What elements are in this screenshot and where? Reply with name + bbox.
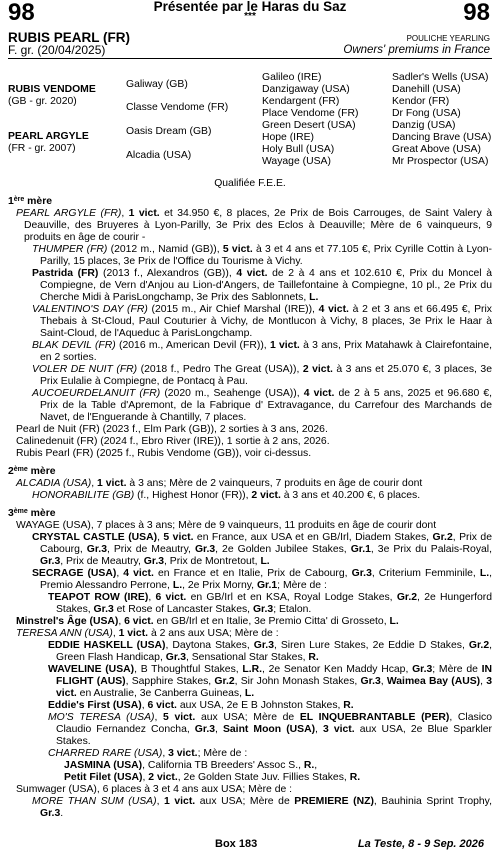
dam-entry: ALCADIA (USA), 1 vict. à 3 ans; Mère de 2 vainqueurs, 7 produits en âge de courir dont bbox=[16, 478, 423, 489]
produce-entry: CHARRED RARE (USA), 3 vict.; Mère de : bbox=[48, 748, 248, 759]
produce-entry: SECRAGE (USA), 4 vict. en France et en Italie, Prix de Cabourg, Gr.3, Criterium Femminile, L., Premio Alessandro Perrone, L., 2e Prix Morny, Gr.1; Mère de : bbox=[32, 568, 492, 591]
horse-description: F. gr. (20/04/2025) bbox=[8, 43, 106, 57]
great-great-grandparent: Great Above (USA) bbox=[392, 144, 481, 155]
presented-by: Présentée par le Haras du Saz bbox=[153, 0, 347, 14]
stars: *** bbox=[244, 11, 256, 22]
produce-entry: VOLER DE NUIT (FR) (2018 f., Pedro The Great (USA)), 2 vict. à 3 ans et 25.070 €, 3 places, 3e Prix Eulalie à Compiegne, de Pontacq à Pau. bbox=[32, 364, 492, 387]
section-heading-second-dam: 2ème mère bbox=[8, 466, 56, 477]
great-great-grandparent: Kendor (FR) bbox=[392, 96, 450, 107]
horse-name: RUBIS PEARL (FR) bbox=[8, 30, 131, 45]
great-grandparent: Wayage (USA) bbox=[262, 156, 331, 167]
section-heading-third-dam: 3ème mère bbox=[8, 508, 56, 519]
produce-entry: EDDIE HASKELL (USA), Daytona Stakes, Gr.3, Siren Lure Stakes, 2e Eddie D Stakes, Gr.2, Green Flash Handicap, Gr.3, Sensational Star Stakes, R. bbox=[48, 640, 492, 663]
great-grandparent: Place Vendome (FR) bbox=[262, 108, 359, 119]
grandparent: Galiway (GB) bbox=[126, 79, 188, 90]
sire-name: RUBIS VENDOME bbox=[8, 84, 96, 95]
produce-entry: MO'S TERESA (USA), 5 vict. aux USA; Mère de EL INQUEBRANTABLE (PER), Clasico Claudio Fernandez Concha, Gr.3, Saint Moon (USA), 3 vict. aux USA, 2e Blue Sparkler Stakes. bbox=[48, 712, 493, 747]
great-great-grandparent: Mr Prospector (USA) bbox=[392, 156, 489, 167]
dam-name: PEARL ARGYLE bbox=[8, 131, 89, 142]
grandparent: Alcadia (USA) bbox=[126, 150, 192, 161]
produce-entry: WAVELINE (USA), B Thoughtful Stakes, L.R., 2e Senator Ken Maddy Hcap, Gr.3; Mère de IN FLIGHT (AUS), Sapphire Stakes, Gr.2, Sir John Monash Stakes, Gr.3, Waimea Bay (AUS), 3 vict. en Australie, 3e Canberra Guineas, L. bbox=[48, 664, 493, 699]
produce-entry: Eddie's First (USA), 6 vict. aux USA, 2e E B Johnston Stakes, R. bbox=[48, 700, 354, 711]
great-great-grandparent: Dr Fong (USA) bbox=[392, 108, 461, 119]
dam-detail: (FR - gr. 2007) bbox=[8, 143, 76, 154]
produce-entry: THUMPER (FR) (2012 m., Namid (GB)), 5 vict. à 3 et 4 ans et 77.105 €, Prix Cyrille Cottin à Lyon-Parilly, 15 places, 3e Prix de l'Office du Tourisme à Vichy. bbox=[32, 244, 492, 267]
produce-entry: Minstrel's Âge (USA), 6 vict. en GB/Irl et en Italie, 3e Premio Citta' di Grosseto, L. bbox=[16, 616, 399, 627]
produce-entry: HONORABILITE (GB) (f., Highest Honor (FR)), 2 vict. à 3 ans et 40.200 €, 6 places. bbox=[32, 490, 421, 501]
produce-entry: BLAK DEVIL (FR) (2016 m., American Devil (FR)), 1 vict. à 3 ans, Prix Matahawk à Clairefontaine, en 2 sorties. bbox=[32, 340, 492, 363]
dam-entry: PEARL ARGYLE (FR), 1 vict. et 34.950 €, 8 places, 2e Prix de Bois Carrouges, de Saint Valery à Deauville, des Bruyeres à Lyon-Parilly, 3e Prix des Eclos à Deauville; Mère de 6 vainqueurs, 9 produits en âge de courir - bbox=[16, 208, 492, 243]
sex-label: POULICHE YEARLING bbox=[406, 34, 490, 43]
owners-premiums: Owners' premiums in France bbox=[343, 44, 490, 56]
great-great-grandparent: Danehill (USA) bbox=[392, 84, 461, 95]
lot-number-left: 98 bbox=[8, 0, 35, 26]
dam-entry: WAYAGE (USA), 7 places à 3 ans; Mère de 9 vainqueurs, 11 produits en âge de courir dont bbox=[16, 520, 437, 531]
lot-number-right: 98 bbox=[463, 0, 490, 26]
great-great-grandparent: Sadler's Wells (USA) bbox=[392, 72, 489, 83]
produce-entry: JASMINA (USA), California TB Breeders' Assoc S., R., bbox=[64, 760, 318, 771]
produce-entry: Sumwager (USA), 6 places à 3 et 4 ans aux USA; Mère de : bbox=[16, 784, 293, 795]
great-grandparent: Hope (IRE) bbox=[262, 132, 314, 143]
produce-entry: MORE THAN SUM (USA), 1 vict. aux USA; Mère de PREMIERE (NZ), Bauhinia Sprint Trophy, Gr.3. bbox=[32, 796, 492, 819]
great-grandparent: Green Desert (USA) bbox=[262, 120, 356, 131]
produce-entry: Rubis Pearl (FR) (2025 f., Rubis Vendome (GB)), voir ci-dessus. bbox=[16, 448, 312, 459]
great-great-grandparent: Danzig (USA) bbox=[392, 120, 456, 131]
great-grandparent: Holy Bull (USA) bbox=[262, 144, 335, 155]
great-great-grandparent: Dancing Brave (USA) bbox=[392, 132, 492, 143]
produce-entry: Pastrida (FR) (2013 f., Alexandros (GB)), 4 vict. de 2 à 4 ans et 102.610 €, Prix du Moncel à Compiegne, de Vern d'Anjou au Lion-d'Angers, de Taillefontaine à Compiegne, 10 pl., 2e Prix du Cherche Midi à ParisLongchamp, 3e Prix des Sablonnets, L. bbox=[32, 268, 492, 303]
produce-entry: Pearl de Nuit (FR) (2023 f., Elm Park (GB)), 2 sorties à 3 ans, 2026. bbox=[16, 424, 328, 435]
great-grandparent: Danzigaway (USA) bbox=[262, 84, 350, 95]
produce-entry: CRYSTAL CASTLE (USA), 5 vict. en France, aux USA et en GB/Irl, Diadem Stakes, Gr.2, Prix de Cabourg, Gr.3, Prix de Meautry, Gr.3, 2e Golden Jubilee Stakes, Gr.1, 3e Prix du Palais-Royal, Gr.3, Prix de Meautry, Gr.3, Prix de Montretout, L. bbox=[32, 532, 492, 567]
qualification: Qualifiée F.E.E. bbox=[214, 178, 286, 189]
produce-entry: TEAPOT ROW (IRE), 6 vict. en GB/Irl et en KSA, Royal Lodge Stakes, Gr.2, 2e Hungerford Stakes, Gr.3 et Rose of Lancaster Stakes, Gr.3; Etalon. bbox=[48, 592, 493, 615]
produce-entry: AUCOEURDELANUIT (FR) (2020 m., Seahenge (USA)), 4 vict. de 2 à 5 ans, 2025 et 96.680 €, Prix de la Table d'Apremont, de la Fabrique d' Extravagance, du Carrefour des Marchands de Navet, de l'Enguerande à Chantilly, 7 places. bbox=[32, 388, 492, 423]
box-number: Box 183 bbox=[215, 838, 258, 850]
grandparent: Classe Vendome (FR) bbox=[126, 102, 229, 113]
produce-entry: Petit Filet (USA), 2 vict., 2e Golden State Juv. Fillies Stakes, R. bbox=[64, 772, 361, 783]
produce-entry: VALENTINO'S DAY (FR) (2015 m., Air Chief Marshal (IRE)), 4 vict. à 2 et 3 ans et 66.495 €, Prix Thebais à St-Cloud, Paul Couturier à Vichy, de Montlucon à Vichy, 8 places, 3e Prix le Haar à Saint-Cloud, de l'Aqueduc à ParisLongchamp. bbox=[32, 304, 493, 339]
sire-detail: (GB - gr. 2020) bbox=[8, 96, 77, 107]
great-grandparent: Galileo (IRE) bbox=[262, 72, 322, 83]
great-grandparent: Kendargent (FR) bbox=[262, 96, 340, 107]
grandparent: Oasis Dream (GB) bbox=[126, 126, 212, 137]
section-heading-first-dam: 1ère mère bbox=[8, 196, 53, 207]
produce-entry: TERESA ANN (USA), 1 vict. à 2 ans aux USA; Mère de : bbox=[16, 628, 279, 639]
produce-entry: Calinedenuit (FR) (2024 f., Ebro River (IRE)), 1 sortie à 2 ans, 2026. bbox=[16, 436, 330, 447]
header-divider bbox=[8, 58, 492, 59]
family-record bbox=[8, 196, 492, 820]
sale-place-date: La Teste, 8 - 9 Sep. 2026 bbox=[357, 838, 484, 850]
